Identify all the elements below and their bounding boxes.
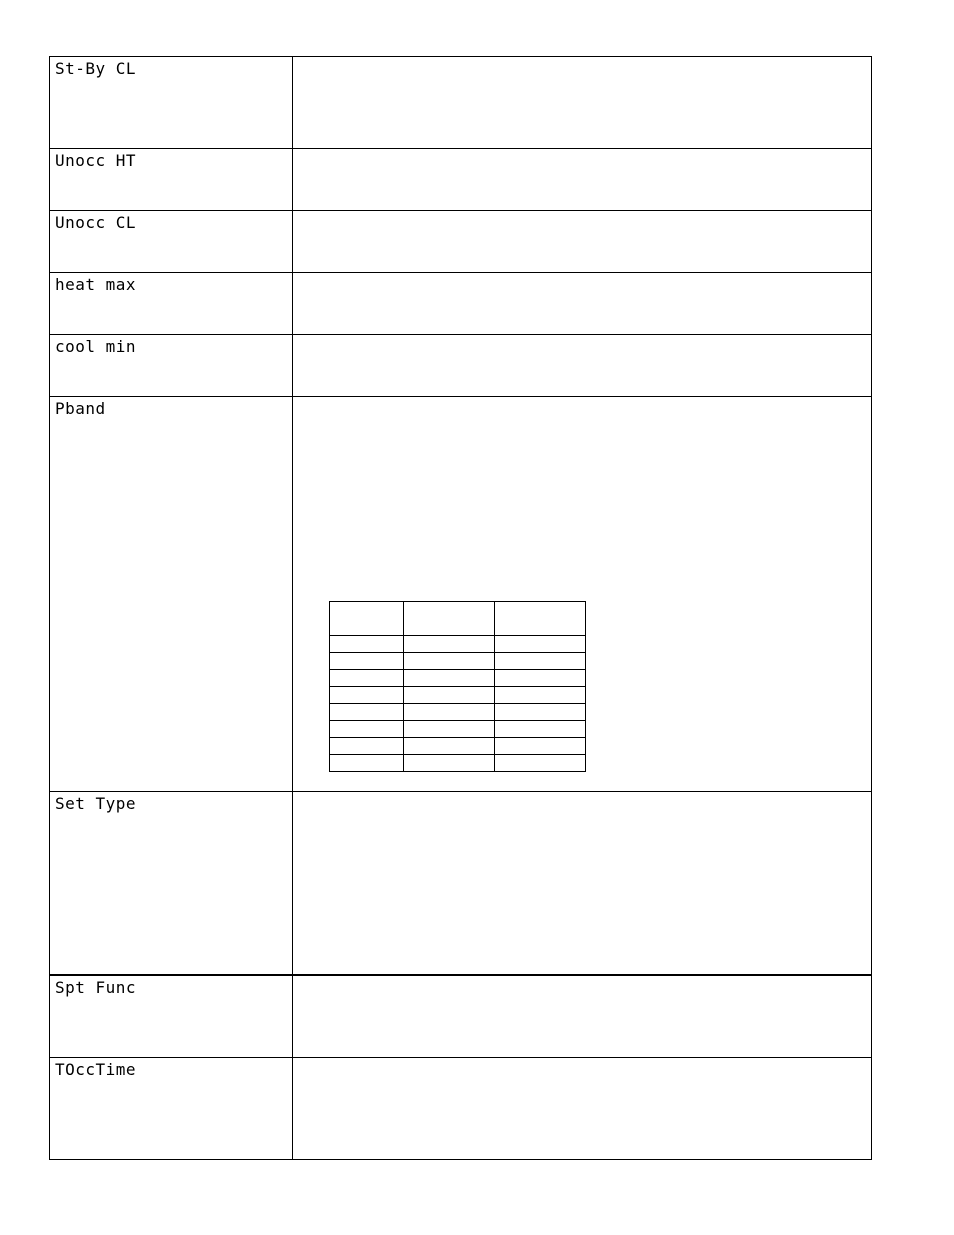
table-row <box>50 397 871 792</box>
parameter-label: heat max <box>50 273 293 334</box>
parameter-label: TOccTime <box>50 1058 293 1159</box>
parameter-description <box>293 211 871 272</box>
pband-table-row-divider <box>330 686 585 687</box>
parameter-description <box>293 273 871 334</box>
table-row <box>50 976 871 1058</box>
table-row <box>50 273 871 335</box>
pband-table-row-divider <box>330 720 585 721</box>
pband-table-row-divider <box>330 737 585 738</box>
parameter-description <box>293 335 871 396</box>
parameter-label: St-By CL <box>50 57 293 148</box>
parameter-description <box>293 149 871 210</box>
parameter-description <box>293 976 871 1057</box>
pband-table-row-divider <box>330 754 585 755</box>
pband-table <box>329 601 586 772</box>
table-row <box>50 57 871 149</box>
table-row <box>50 335 871 397</box>
table-row <box>50 792 871 976</box>
pband-table-row-divider <box>330 669 585 670</box>
pband-table-row-divider <box>330 635 585 636</box>
parameter-label: Set Type <box>50 792 293 974</box>
table-row <box>50 211 871 273</box>
table-row <box>50 1058 871 1159</box>
table-row <box>50 149 871 211</box>
parameter-label: Pband <box>50 397 293 791</box>
parameter-description <box>293 57 871 148</box>
parameter-description <box>293 397 871 791</box>
parameter-label: Spt Func <box>50 976 293 1057</box>
parameter-description <box>293 1058 871 1159</box>
parameter-label: cool min <box>50 335 293 396</box>
parameter-table <box>49 56 872 1160</box>
parameter-label: Unocc CL <box>50 211 293 272</box>
parameter-description <box>293 792 871 974</box>
pband-table-row-divider <box>330 703 585 704</box>
pband-table-row-divider <box>330 652 585 653</box>
parameter-label: Unocc HT <box>50 149 293 210</box>
